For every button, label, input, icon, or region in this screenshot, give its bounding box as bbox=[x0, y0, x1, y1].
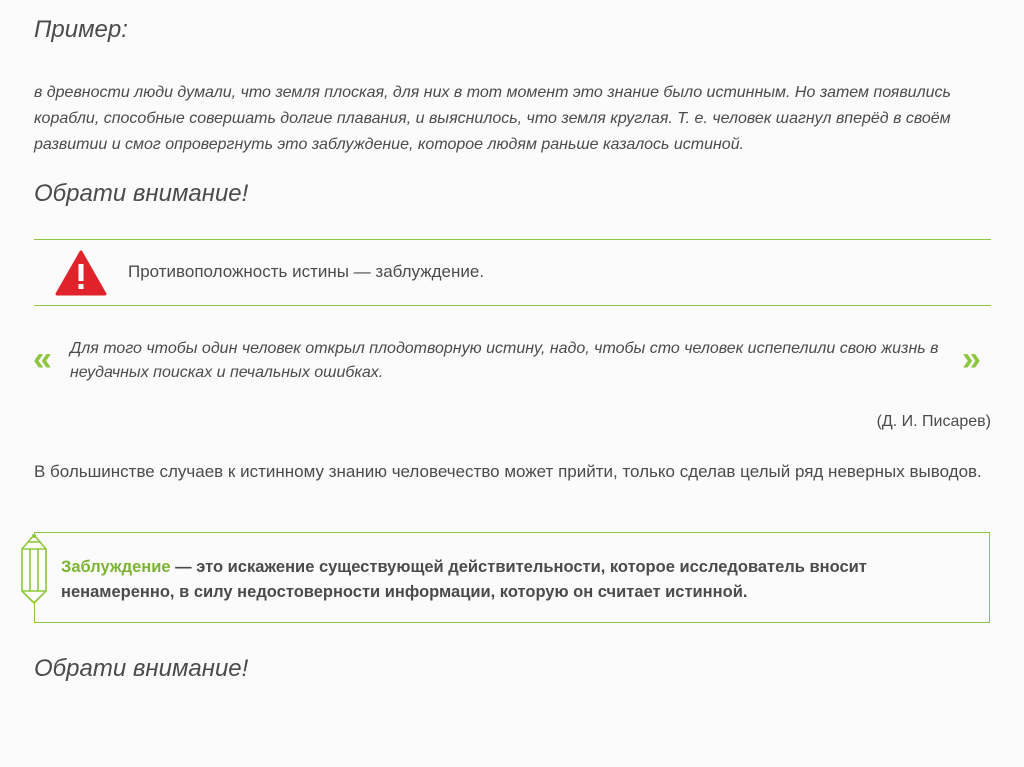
example-text: в древности люди думали, что земля плоская, для них в тот момент это знание было истинным. Но затем появились корабли, способные совершать долгие плавания, и выяснилось, что земля круглая. Т. е. человек шагнул вперёд в своём развитии и смог опровергнуть это заблуждение, которое людям раньше казалось истиной. bbox=[34, 84, 951, 153]
definition-body: — это искажение существующей действительности, которое исследователь вносит ненамеренно, в силу недостоверности информации, которую он считает истинной. bbox=[61, 558, 867, 601]
warning-bottom-rule bbox=[34, 305, 991, 306]
body-paragraph: В большинстве случаев к истинному знанию человечество может прийти, только сделав целый ряд неверных выводов. bbox=[34, 462, 982, 481]
definition-term: Заблуждение bbox=[61, 558, 171, 576]
quote-close-mark: » bbox=[962, 340, 981, 378]
pencil-icon bbox=[18, 533, 50, 605]
warning-text: Противоположность истины — заблуждение. bbox=[128, 262, 485, 281]
definition-text bbox=[61, 555, 961, 605]
quote-text: Для того чтобы один человек открыл плодотворную истину, надо, чтобы сто человек испепелили свою жизнь в неудачных поисках и печальных ошибках. bbox=[70, 340, 939, 381]
example-heading: Пример: bbox=[34, 16, 128, 43]
quote-open-mark: « bbox=[33, 340, 52, 378]
quote-author: (Д. И. Писарев) bbox=[876, 413, 991, 430]
warning-triangle-icon bbox=[55, 250, 107, 296]
attention-heading-1: Обрати внимание! bbox=[34, 180, 249, 207]
attention-heading-2: Обрати внимание! bbox=[34, 655, 249, 682]
warning-top-rule bbox=[34, 239, 991, 240]
